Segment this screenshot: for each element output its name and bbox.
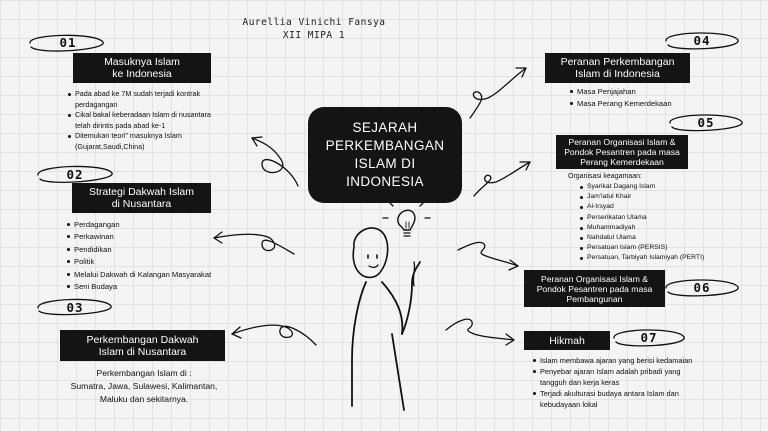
section-07-title-line: Hikmah: [549, 334, 585, 347]
list-item: Melalui Dakwah di Kalangan Masyarakat: [74, 269, 264, 281]
section-01-list: [66, 89, 275, 153]
section-07-header: [524, 331, 610, 350]
list-item: Cikal bakal keberadaan Islam di nusantara: [75, 110, 275, 121]
arrow-to-section-07: [446, 319, 514, 340]
list-item: Terjadi akulturasi budaya antara Islam dan: [540, 388, 760, 399]
main-title-line: PERKEMBANGAN: [325, 138, 445, 153]
section-05-title-line: Pondok Pesantren pada masa: [564, 147, 680, 157]
section-number-04: 04: [693, 33, 711, 48]
author-class: XII MIPA 1: [282, 30, 346, 41]
section-02-title-line: di Nusantara: [111, 198, 172, 210]
list-item: Nahdatul Ulama: [587, 233, 767, 243]
section-07-list: [531, 355, 760, 410]
section-05-title-line: Peranan Organisasi Islam &: [568, 137, 676, 147]
list-item: Muhammadiyah: [587, 223, 767, 233]
list-item: Perserikatan Ulama: [587, 213, 767, 223]
section-05-list: [578, 182, 767, 264]
text-line: Maluku dan sekitarnya.: [99, 394, 189, 404]
section-04-list: [568, 86, 737, 111]
section-04-title-line: Peranan Perkembangan: [560, 56, 675, 68]
section-04-title-line: Islam di Indonesia: [575, 68, 660, 80]
list-item: Masa Perang Kemerdekaan: [577, 98, 737, 110]
section-06-title-line: Pembangunan: [566, 293, 623, 304]
section-03-title-line: Islam di Nusantara: [98, 345, 187, 358]
list-item: Ditemukan teori" masuknya Islam: [75, 131, 275, 142]
section-number-02: 02: [66, 167, 84, 182]
arrow-to-section-03: [232, 325, 316, 345]
list-item: Islam membawa ajaran yang berisi kedamaian: [540, 355, 760, 366]
main-title-line: ISLAM DI: [354, 156, 416, 171]
section-06-title-line: Pondok Pesantren pada masa: [536, 283, 653, 294]
list-item: Persatuan, Tarbiyah Islamiyah (PERTI): [587, 253, 767, 263]
list-item: Pada abad ke 7M sudah terjadi kontrak: [75, 89, 275, 100]
section-number-05: 05: [697, 115, 715, 130]
list-item: Seni Budaya: [74, 281, 264, 293]
arrow-to-section-04: [470, 68, 526, 118]
section-06-title-line: Peranan Organisasi Islam &: [541, 273, 648, 284]
section-03-text: [52, 367, 236, 406]
section-05-intro: Organisasi keagamaan:: [568, 173, 642, 180]
list-item: Perkawinan: [74, 231, 264, 243]
section-number-06: 06: [693, 280, 711, 295]
list-item: Penyebar ajaran Islam adalah pribadi yang: [540, 366, 760, 377]
list-item: Politik: [74, 256, 264, 268]
list-item-continued: telah dirintis pada abad ke-1: [75, 120, 166, 130]
main-title-line: INDONESIA: [346, 174, 424, 189]
list-item: Syarikat Dagang Islam: [587, 182, 767, 192]
section-03-header: [60, 330, 225, 361]
arrow-to-section-06: [458, 242, 518, 266]
section-06-header: [524, 270, 665, 307]
section-02-list: [65, 219, 264, 293]
section-number-07: 07: [640, 330, 658, 345]
list-item: Masa Penjajahan: [577, 86, 737, 98]
author-name: Aurellia Vinichi Fansya: [242, 17, 386, 28]
text-line: Perkembangan Islam di :: [96, 368, 192, 378]
list-item-continued: tangguh dan kerja keras: [540, 378, 620, 387]
arrow-to-section-05: [474, 162, 530, 196]
main-title-line: SEJARAH: [352, 120, 418, 135]
section-03-title-line: Perkembangan Dakwah: [86, 333, 199, 346]
section-01-header: [73, 53, 211, 83]
list-item-continued: (Gujarat,Saudi,China): [75, 141, 145, 151]
section-02-header: [72, 183, 211, 213]
idea-person-figure: [352, 196, 430, 410]
section-04-header: [545, 53, 690, 83]
text-line: Sumatra, Jawa, Sulawesi, Kalimantan,: [70, 381, 218, 391]
section-01-title-line: ke Indonesia: [112, 68, 172, 80]
list-item: Jam'iatul Khair: [587, 192, 767, 202]
section-number-01: 01: [59, 35, 77, 50]
list-item-continued: kebudayaan lokal: [540, 400, 598, 409]
list-item: Persatuan Islam (PERSIS): [587, 243, 767, 253]
section-01-title-line: Masuknya Islam: [104, 56, 180, 68]
list-item: Al-Irsyad: [587, 202, 767, 212]
section-number-03: 03: [66, 300, 84, 315]
list-item-continued: perdagangan: [75, 99, 118, 109]
section-05-header: [556, 135, 688, 169]
list-item: Pendidikan: [74, 244, 264, 256]
list-item: Perdagangan: [74, 219, 264, 231]
section-02-title-line: Strategi Dakwah Islam: [88, 186, 195, 198]
section-05-title-line: Perang Kemerdekaan: [580, 157, 664, 167]
